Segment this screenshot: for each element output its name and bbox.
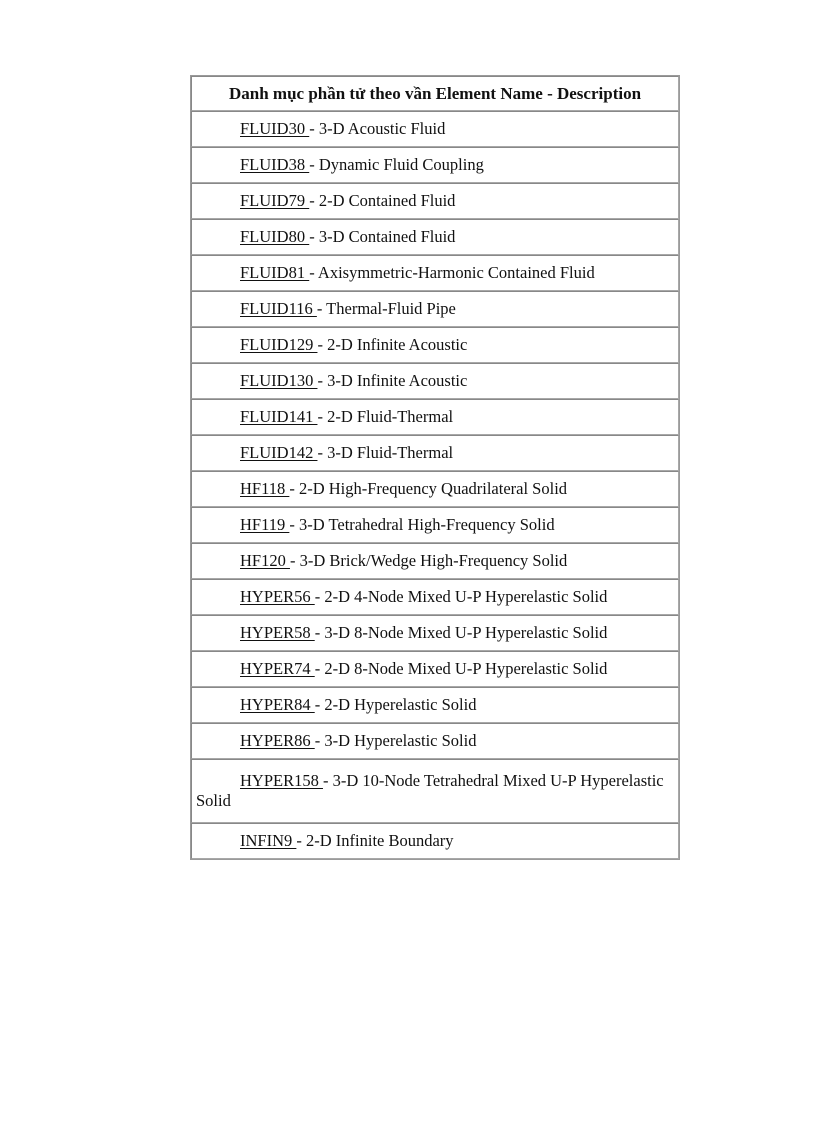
table-row (191, 435, 679, 471)
element-description: - 2-D 4-Node Mixed U-P Hyperelastic Solid (314, 587, 608, 606)
element-link[interactable]: INFIN9 (240, 831, 297, 850)
element-link[interactable]: HF119 (240, 515, 290, 534)
element-description: - Thermal-Fluid Pipe (316, 299, 456, 318)
table-row (191, 255, 679, 291)
element-link[interactable]: HYPER158 (240, 771, 323, 790)
element-link[interactable]: HYPER86 (240, 731, 315, 750)
element-description: - 3-D Brick/Wedge High-Frequency Solid (289, 551, 568, 570)
table-row (191, 723, 679, 759)
table-row (191, 759, 679, 823)
table-row (191, 363, 679, 399)
table-row (191, 687, 679, 723)
table-header: Danh mục phần tử theo vần Element Name - Description (191, 76, 679, 111)
element-link[interactable]: FLUID80 (240, 227, 310, 246)
element-description: - Axisymmetric-Harmonic Contained Fluid (309, 263, 595, 282)
element-description: - Dynamic Fluid Coupling (309, 155, 484, 174)
element-description: - 3-D Fluid-Thermal (317, 443, 454, 462)
element-description: - 2-D High-Frequency Quadrilateral Solid (289, 479, 568, 498)
element-link[interactable]: FLUID142 (240, 443, 318, 462)
element-link[interactable]: FLUID116 (240, 299, 317, 318)
table-header-row (191, 76, 679, 111)
element-link[interactable]: HYPER56 (240, 587, 315, 606)
element-link[interactable]: HF120 (240, 551, 290, 570)
element-link[interactable]: HYPER74 (240, 659, 315, 678)
table-row (191, 471, 679, 507)
table-row (191, 147, 679, 183)
element-description: - 2-D Contained Fluid (309, 191, 456, 210)
element-link[interactable]: FLUID141 (240, 407, 318, 426)
element-description: - 2-D Fluid-Thermal (317, 407, 454, 426)
element-description: - 3-D Contained Fluid (309, 227, 456, 246)
table-row (191, 507, 679, 543)
table-row (191, 219, 679, 255)
table-row (191, 291, 679, 327)
table-row (191, 651, 679, 687)
element-link[interactable]: FLUID79 (240, 191, 310, 210)
element-link[interactable]: FLUID81 (240, 263, 310, 282)
element-link[interactable]: FLUID38 (240, 155, 310, 174)
element-description: - 3-D 8-Node Mixed U-P Hyperelastic Solid (314, 623, 608, 642)
table-row (191, 823, 679, 859)
element-link[interactable]: FLUID129 (240, 335, 318, 354)
element-description: - 3-D Tetrahedral High-Frequency Solid (289, 515, 555, 534)
element-description: - 2-D Hyperelastic Solid (314, 695, 477, 714)
element-description: - 3-D 10-Node Tetrahedral Mixed U-P Hyperelastic Solid (196, 771, 664, 810)
table-row (191, 111, 679, 147)
element-link[interactable]: FLUID130 (240, 371, 318, 390)
table-row (191, 183, 679, 219)
element-link[interactable]: FLUID30 (240, 119, 310, 138)
table-row (191, 543, 679, 579)
element-description: - 3-D Acoustic Fluid (309, 119, 446, 138)
table-row (191, 615, 679, 651)
element-description: - 2-D Infinite Boundary (296, 831, 454, 850)
element-description: - 3-D Infinite Acoustic (317, 371, 468, 390)
table-row (191, 327, 679, 363)
table-row (191, 579, 679, 615)
element-link[interactable]: HF118 (240, 479, 290, 498)
element-description: - 3-D Hyperelastic Solid (314, 731, 477, 750)
element-description: - 2-D 8-Node Mixed U-P Hyperelastic Solid (314, 659, 608, 678)
element-description: - 2-D Infinite Acoustic (317, 335, 468, 354)
element-link[interactable]: HYPER84 (240, 695, 315, 714)
element-table (190, 75, 680, 860)
table-row (191, 399, 679, 435)
element-link[interactable]: HYPER58 (240, 623, 315, 642)
